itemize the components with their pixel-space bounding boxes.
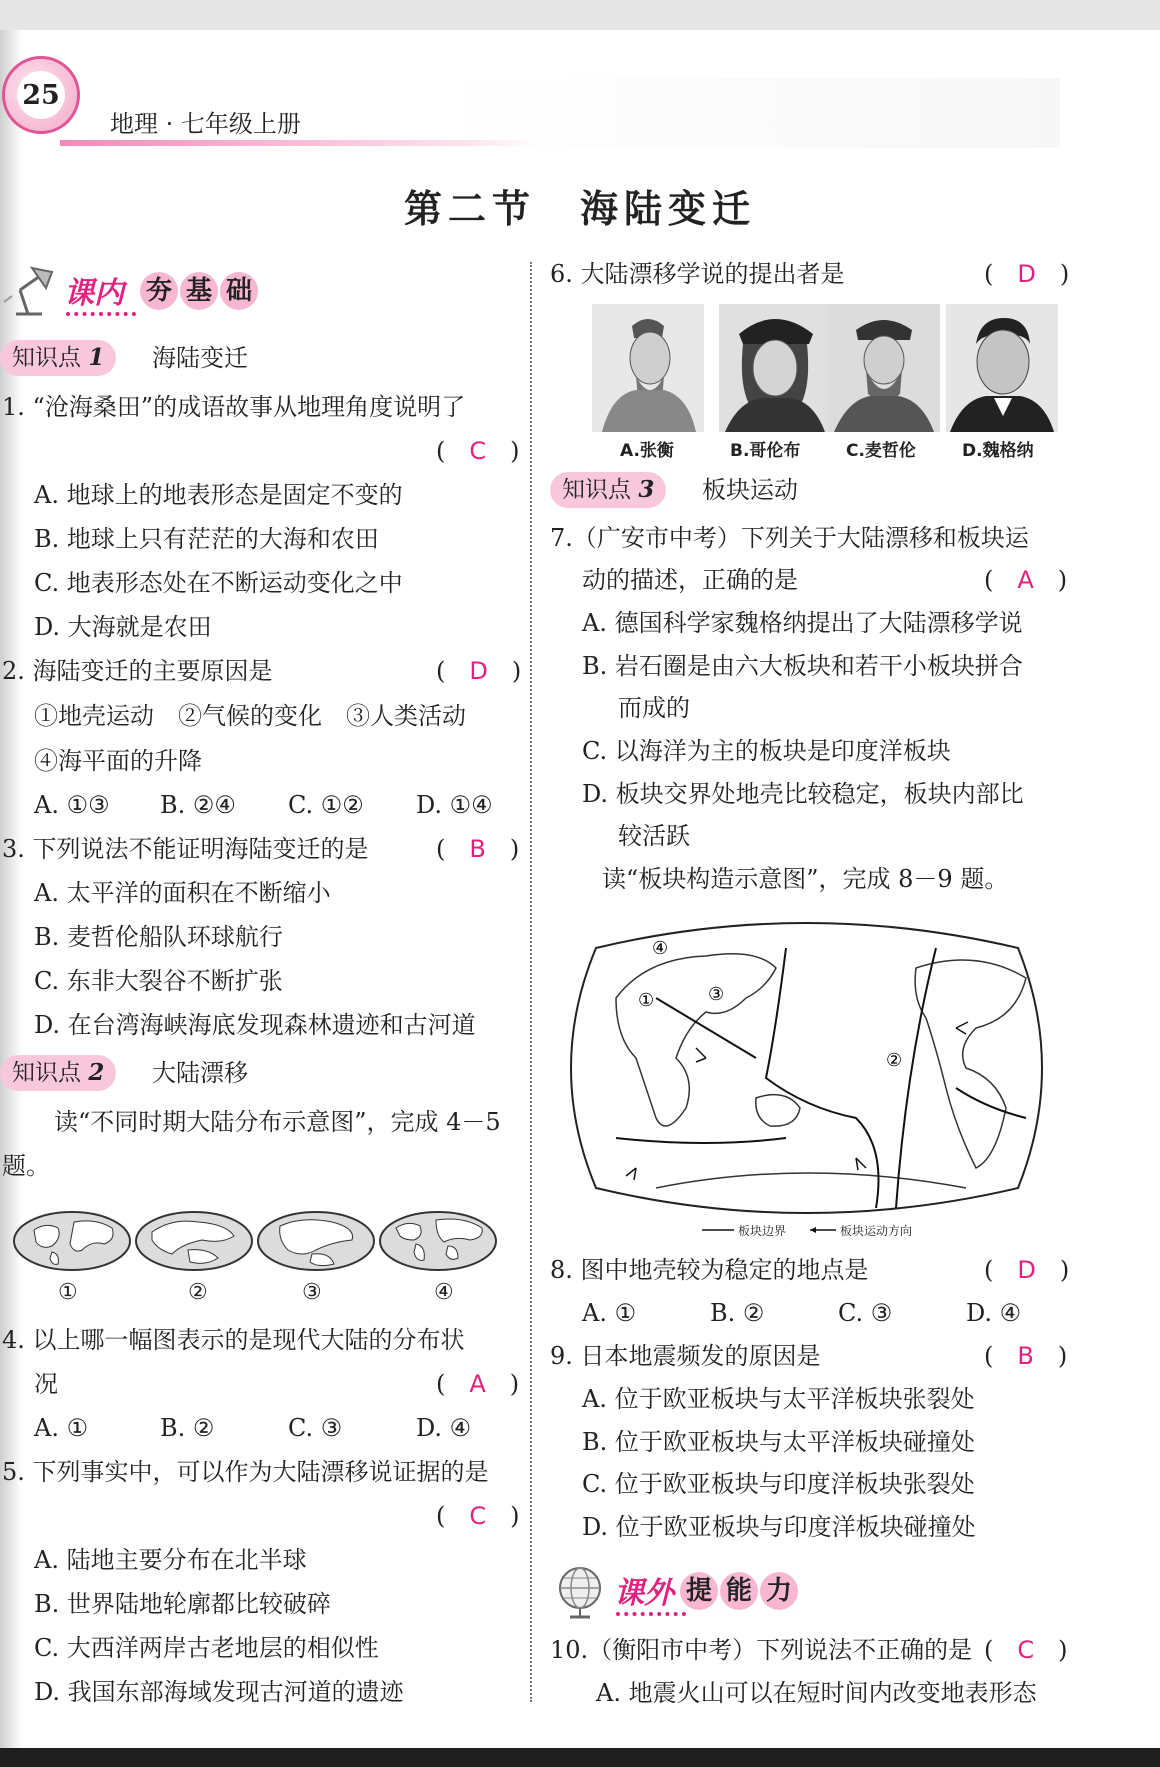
q9-answer: ( B ) (984, 1342, 1068, 1370)
banner-basic-char-2: 基 (180, 272, 218, 310)
q1-option-d: D. 大海就是农田 (34, 613, 212, 641)
q6-stem: 6. 大陆漂移学说的提出者是 (550, 260, 845, 288)
q9-option-c: C. 位于欧亚板块与印度洋板块张裂处 (582, 1470, 975, 1498)
q10-option-a: A. 地震火山可以在短时间内改变地表形态 (596, 1679, 1037, 1707)
globe-label-3: ③ (302, 1280, 322, 1305)
continent-globes-figure (12, 1210, 502, 1272)
banner-extended (552, 1562, 812, 1622)
desk-lamp-icon (2, 262, 62, 322)
banner-basic-char-3: 础 (220, 272, 258, 310)
page-number-badge (2, 56, 80, 134)
q7-option-c: C. 以海洋为主的板块是印度洋板块 (582, 737, 951, 765)
q7-stem-line-2: 动的描述，正确的是 (582, 566, 798, 594)
q4-stem-line-2: 况 (34, 1370, 58, 1398)
q3-option-b: B. 麦哲伦船队环球航行 (34, 923, 283, 951)
globe-label-1: ① (58, 1280, 78, 1305)
q3-answer: ( B ) (436, 835, 520, 863)
read-8-9: 读“板块构造示意图”，完成 8－9 题。 (602, 865, 1009, 893)
q9-stem: 9. 日本地震频发的原因是 (550, 1342, 821, 1370)
q5-option-c: C. 大西洋两岸古老地层的相似性 (34, 1634, 379, 1662)
q8-option-b: B. ② (710, 1299, 765, 1327)
kp-tag-label: 知识点 (12, 345, 81, 371)
knowledge-point-2-name: 大陆漂移 (152, 1059, 248, 1087)
legend-boundary-label: 板块边界 (738, 1224, 787, 1238)
globe-3 (258, 1212, 374, 1270)
q8-option-d: D. ④ (966, 1299, 1022, 1327)
portrait-wegener (946, 304, 1058, 432)
portrait-zhang-heng (592, 304, 704, 432)
knowledge-point-3-tag (550, 472, 666, 508)
caption-wegener: D.魏格纳 (962, 441, 1034, 461)
banner-basic (2, 262, 262, 322)
q3-answer-letter: B (469, 835, 486, 863)
q3-option-c: C. 东非大裂谷不断扩张 (34, 967, 283, 995)
q7-option-b-line-1: B. 岩石圈是由六大板块和若干小板块拼合 (582, 652, 1023, 680)
q6-answer-letter: D (1017, 260, 1036, 288)
q4-option-b: B. ② (160, 1414, 215, 1442)
map-marker-1: ① (638, 990, 655, 1011)
q3-option-d: D. 在台湾海峡海底发现森林遗迹和古河道 (34, 1011, 476, 1039)
read-4-5-line-2: 题。 (2, 1152, 50, 1180)
banner-dots (66, 312, 136, 316)
q10-stem: 10.（衡阳市中考）下列说法不正确的是 (550, 1636, 973, 1664)
q6-answer: ( D ) (984, 260, 1070, 288)
caption-columbus: B.哥伦布 (730, 441, 801, 461)
q8-answer-letter: D (1017, 1256, 1036, 1284)
q10-answer-letter: C (1017, 1636, 1035, 1664)
portrait-magellan (828, 304, 940, 432)
globe-4 (380, 1212, 496, 1270)
q4-answer: ( A ) (436, 1370, 520, 1398)
q2-line-1: ①地壳运动 ②气候的变化 ③人类活动 (34, 702, 466, 730)
kp-tag-number: 1 (88, 344, 105, 371)
banner-extended-char-1: 提 (680, 1572, 718, 1610)
q9-answer-letter: B (1017, 1342, 1034, 1370)
q2-answer: ( D ) (436, 657, 522, 685)
q2-option-a: A. ①③ (34, 791, 110, 819)
caption-zhang-heng: A.张衡 (620, 441, 674, 461)
q8-option-a: A. ① (582, 1299, 637, 1327)
q4-option-d: D. ④ (416, 1414, 472, 1442)
q5-option-b: B. 世界陆地轮廓都比较破碎 (34, 1590, 331, 1618)
knowledge-point-1-name: 海陆变迁 (152, 344, 248, 372)
q9-option-d: D. 位于欧亚板块与印度洋板块碰撞处 (582, 1513, 976, 1541)
portrait-columbus (719, 304, 831, 432)
q1-option-a: A. 地球上的地表形态是固定不变的 (34, 481, 403, 509)
q7-option-b-line-2: 而成的 (618, 694, 690, 722)
q1-answer: ( C ) (436, 437, 520, 465)
q2-answer-letter: D (469, 657, 488, 685)
q10-answer: ( C ) (984, 1636, 1068, 1664)
header-background (440, 78, 1060, 148)
q5-answer-letter: C (469, 1502, 487, 1530)
map-marker-2: ② (886, 1050, 903, 1071)
top-margin (0, 0, 1160, 30)
globe-1 (14, 1212, 130, 1270)
q7-option-a: A. 德国科学家魏格纳提出了大陆漂移学说 (582, 609, 1023, 637)
q2-option-d: D. ①④ (416, 791, 493, 819)
q7-answer-letter: A (1017, 566, 1034, 594)
q2-option-c: C. ①② (288, 791, 364, 819)
q9-option-a: A. 位于欧亚板块与太平洋板块张裂处 (582, 1385, 975, 1413)
q5-stem: 5. 下列事实中，可以作为大陆漂移说证据的是 (2, 1458, 489, 1486)
legend-direction-label: 板块运动方向 (840, 1224, 913, 1238)
globe-label-2: ② (188, 1280, 208, 1305)
q2-stem: 2. 海陆变迁的主要原因是 (2, 657, 273, 685)
map-marker-4: ④ (652, 938, 669, 959)
q1-stem: 1. “沧海桑田”的成语故事从地理角度说明了 (2, 393, 466, 421)
read-4-5-line-1: 读“不同时期大陆分布示意图”，完成 4－5 (54, 1108, 501, 1136)
q3-stem: 3. 下列说法不能证明海陆变迁的是 (2, 835, 369, 863)
globe-icon (552, 1562, 612, 1622)
knowledge-point-3-name: 板块运动 (702, 476, 798, 504)
section-title: 第二节 海陆变迁 (403, 186, 756, 231)
page-number: 25 (17, 71, 65, 119)
kp-tag-number: 3 (638, 476, 655, 503)
banner-basic-label: 课内 (64, 276, 124, 311)
q9-option-b: B. 位于欧亚板块与太平洋板块碰撞处 (582, 1428, 975, 1456)
q4-option-c: C. ③ (288, 1414, 343, 1442)
header-underline (60, 140, 540, 146)
caption-magellan: C.麦哲伦 (846, 441, 916, 461)
q7-stem-line-1: 7.（广安市中考）下列关于大陆漂移和板块运 (550, 524, 1029, 552)
map-marker-3: ③ (708, 984, 725, 1005)
legend-boundary-line (702, 1226, 736, 1234)
q2-line-2: ④海平面的升降 (34, 747, 202, 775)
book-title: 地理 · 七年级上册 (110, 110, 301, 138)
banner-extended-char-3: 力 (760, 1572, 798, 1610)
bottom-bar (0, 1748, 1160, 1767)
q7-option-d-line-1: D. 板块交界处地壳比较稳定，板块内部比 (582, 780, 1024, 808)
globe-2 (136, 1212, 252, 1270)
q4-stem-line-1: 4. 以上哪一幅图表示的是现代大陆的分布状 (2, 1326, 465, 1354)
banner-basic-char-1: 夯 (140, 272, 178, 310)
q1-answer-letter: C (469, 437, 487, 465)
q4-option-a: A. ① (34, 1414, 89, 1442)
q8-stem: 8. 图中地壳较为稳定的地点是 (550, 1256, 869, 1284)
legend-arrow-icon (808, 1226, 838, 1234)
q8-option-c: C. ③ (838, 1299, 893, 1327)
q5-option-d: D. 我国东部海域发现古河道的遗迹 (34, 1678, 404, 1706)
plate-tectonics-map (556, 908, 1058, 1226)
column-divider (530, 262, 532, 1702)
kp-tag-number: 2 (88, 1059, 105, 1086)
q1-option-b: B. 地球上只有茫茫的大海和农田 (34, 525, 379, 553)
kp-tag-label: 知识点 (12, 1060, 81, 1086)
knowledge-point-1-tag (0, 340, 116, 376)
globe-label-4: ④ (434, 1280, 454, 1305)
q2-option-b: B. ②④ (160, 791, 236, 819)
q5-option-a: A. 陆地主要分布在北半球 (34, 1546, 307, 1574)
q1-option-c: C. 地表形态处在不断运动变化之中 (34, 569, 403, 597)
q5-answer: ( C ) (436, 1502, 520, 1530)
q7-answer: ( A ) (984, 566, 1068, 594)
q3-option-a: A. 太平洋的面积在不断缩小 (34, 879, 331, 907)
banner-extended-char-2: 能 (720, 1572, 758, 1610)
q7-option-d-line-2: 较活跃 (618, 822, 690, 850)
banner-extended-label: 课外 (614, 1576, 674, 1611)
q4-answer-letter: A (469, 1370, 486, 1398)
banner-dots (616, 1612, 686, 1616)
knowledge-point-2-tag (0, 1055, 116, 1091)
kp-tag-label: 知识点 (562, 477, 631, 503)
q8-answer: ( D ) (984, 1256, 1070, 1284)
